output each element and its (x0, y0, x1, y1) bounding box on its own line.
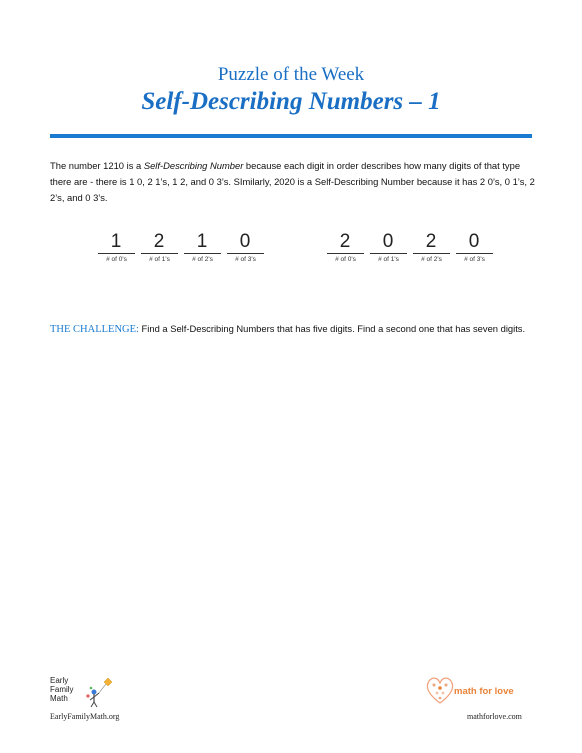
intro-term: Self-Describing Number (143, 160, 244, 171)
example-slot (184, 232, 221, 263)
slot-line (141, 253, 178, 254)
example-2020 (327, 232, 493, 263)
example-slot (327, 232, 364, 263)
slot-line (98, 253, 135, 254)
slot-digit: 1 (196, 231, 209, 252)
header-divider (50, 134, 532, 138)
math-for-love-text: math for love (454, 686, 514, 697)
intro-text-start: The number 1210 is a (50, 160, 144, 171)
example-1210 (98, 232, 264, 263)
efm-logo-line: Math (50, 694, 68, 703)
kite-icon (84, 676, 118, 710)
slot-caption: # of 2's (421, 256, 442, 263)
challenge-paragraph (50, 321, 536, 338)
slot-caption: # of 3's (235, 256, 256, 263)
footer-right-url[interactable]: mathforlove.com (467, 712, 522, 721)
slot-digit: 0 (382, 231, 395, 252)
math-for-love-logo (424, 672, 534, 706)
examples (0, 232, 582, 272)
example-slot (413, 232, 450, 263)
page-subtitle: Puzzle of the Week (217, 64, 365, 85)
efm-logo-line: Family (50, 685, 74, 694)
slot-line (227, 253, 264, 254)
slot-digit: 0 (468, 231, 481, 252)
slot-caption: # of 1's (149, 256, 170, 263)
slot-line (456, 253, 493, 254)
early-family-math-logo (50, 676, 120, 710)
slot-caption: # of 3's (464, 256, 485, 263)
example-slot (370, 232, 407, 263)
intro-paragraph (50, 158, 536, 206)
intro-text-end: because each digit in order describes how many digits of that type there are - there is 1 0, 2 1’s, 1 2, and 0 3’s. SImilarly, 2020 is a Self-Describing Number because it has 2 0’s, 0 1’s, 2 2’s, and 0 3’s. (50, 160, 535, 203)
efm-logo-text (50, 676, 74, 703)
slot-line (413, 253, 450, 254)
example-slot (141, 232, 178, 263)
slot-line (327, 253, 364, 254)
slot-caption: # of 1's (378, 256, 399, 263)
slot-digit: 2 (339, 231, 352, 252)
slot-digit: 1 (110, 231, 123, 252)
footer-left-url[interactable]: EarlyFamilyMath.org (50, 712, 120, 721)
slot-digit: 2 (425, 231, 438, 252)
efm-logo-line: Early (50, 676, 69, 685)
example-slot (227, 232, 264, 263)
slot-digit: 2 (153, 231, 166, 252)
heart-numbers-icon (424, 674, 456, 706)
slot-line (184, 253, 221, 254)
slot-caption: # of 0's (335, 256, 356, 263)
page-title: Self-Describing Numbers – 1 (141, 88, 441, 115)
slot-caption: # of 0's (106, 256, 127, 263)
example-slot (456, 232, 493, 263)
challenge-lead: THE CHALLENGE: (50, 324, 139, 335)
example-slot (98, 232, 135, 263)
slot-line (370, 253, 407, 254)
challenge-text: Find a Self-Describing Numbers that has five digits. Find a second one that has seven digits. (138, 323, 526, 334)
slot-digit: 0 (239, 231, 252, 252)
slot-caption: # of 2's (192, 256, 213, 263)
